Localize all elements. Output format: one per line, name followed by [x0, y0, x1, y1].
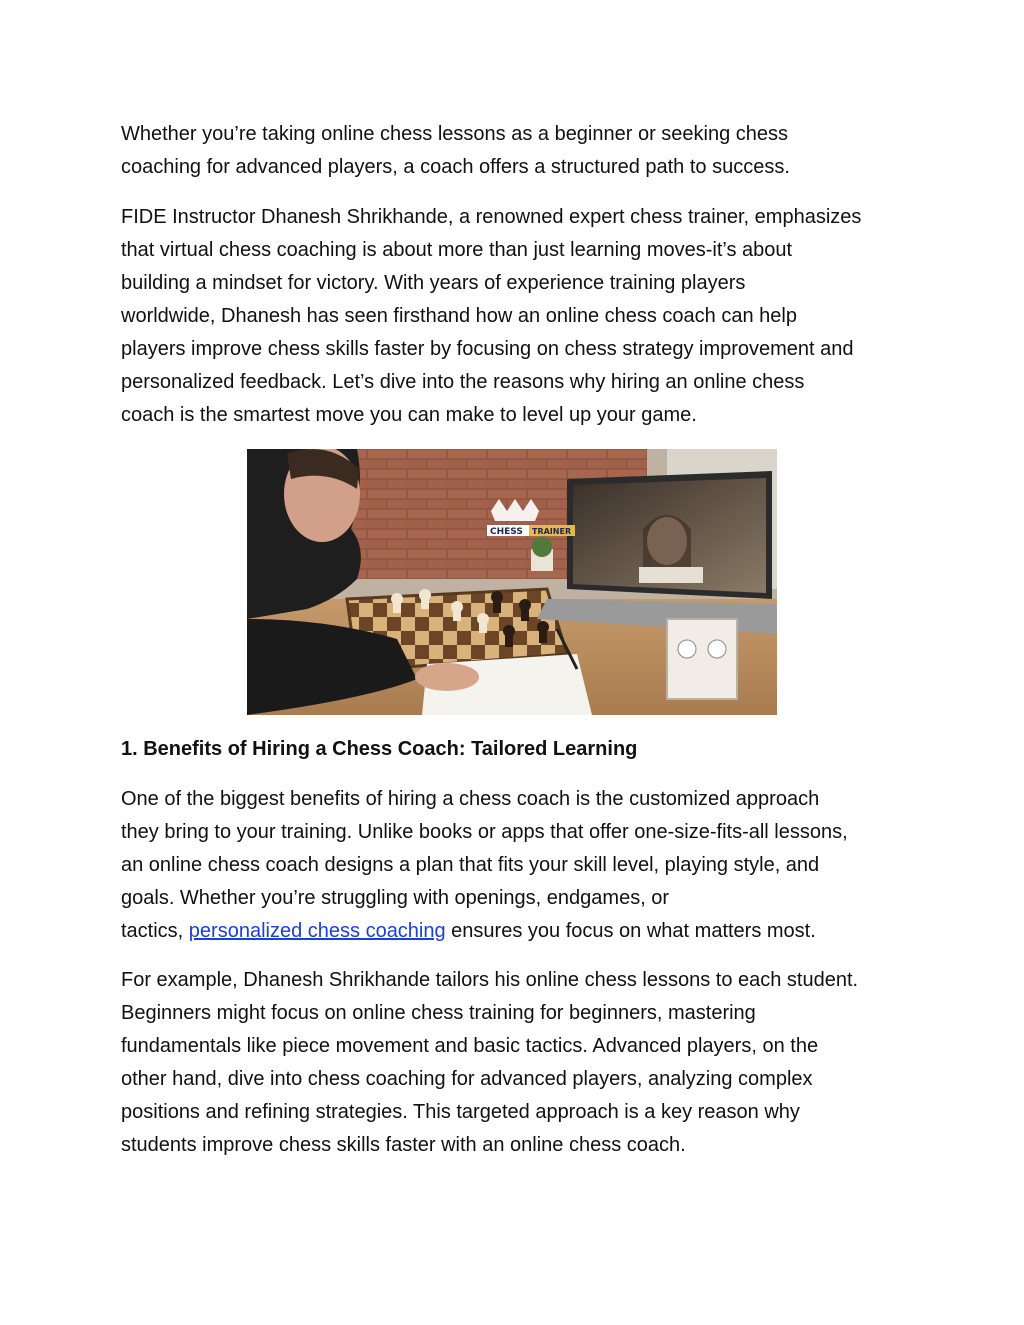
text-line: students improve chess skills faster with an online chess coach. [121, 1134, 686, 1156]
text-line: For example, Dhanesh Shrikhande tailors his online chess lessons to each student. [121, 969, 859, 991]
text-before-link: tactics, [121, 920, 189, 942]
text-line: FIDE Instructor Dhanesh Shrikhande, a renowned expert chess trainer, emphasizes [121, 206, 862, 228]
text-line: coaching for advanced players, a coach offers a structured path to success. [121, 156, 790, 178]
text-line: other hand, dive into chess coaching for advanced players, analyzing complex [121, 1068, 813, 1090]
chess-lesson-photo [247, 449, 777, 715]
text-line: worldwide, Dhanesh has seen firsthand how an online chess coach can help [121, 305, 797, 327]
example-paragraph [121, 964, 911, 1162]
text-line: Beginners might focus on online chess training for beginners, mastering [121, 1002, 756, 1024]
text-after-link: ensures you focus on what matters most. [445, 920, 816, 942]
section-heading: 1. Benefits of Hiring a Chess Coach: Tailored Learning [121, 738, 638, 760]
text-line: personalized feedback. Let’s dive into the reasons why hiring an online chess [121, 371, 805, 393]
tailored-learning-paragraph [121, 783, 911, 948]
text-line: Whether you’re taking online chess lessons as a beginner or seeking chess [121, 123, 789, 145]
text-line: building a mindset for victory. With years of experience training players [121, 272, 746, 294]
intro-paragraph [121, 118, 911, 184]
text-line: goals. Whether you’re struggling with openings, endgames, or [121, 887, 670, 909]
text-line: players improve chess skills faster by focusing on chess strategy improvement and [121, 338, 854, 360]
logo-word-trainer: TRAINER [532, 527, 572, 536]
text-line: they bring to your training. Unlike books or apps that offer one-size-fits-all lessons, [121, 821, 848, 843]
text-line-with-link [121, 915, 911, 948]
text-line: positions and refining strategies. This targeted approach is a key reason why [121, 1101, 800, 1123]
text-line: an online chess coach designs a plan that fits your skill level, playing style, and [121, 854, 820, 876]
logo-word-chess: CHESS [490, 527, 523, 537]
personalized-coaching-link[interactable]: personalized chess coaching [188, 920, 446, 942]
text-line: coach is the smartest move you can make to level up your game. [121, 404, 697, 426]
text-line: that virtual chess coaching is about more than just learning moves-it’s about [121, 239, 793, 261]
text-line: One of the biggest benefits of hiring a chess coach is the customized approach [121, 788, 820, 810]
about-paragraph [121, 201, 911, 432]
text-line: fundamentals like piece movement and basic tactics. Advanced players, on the [121, 1035, 819, 1057]
